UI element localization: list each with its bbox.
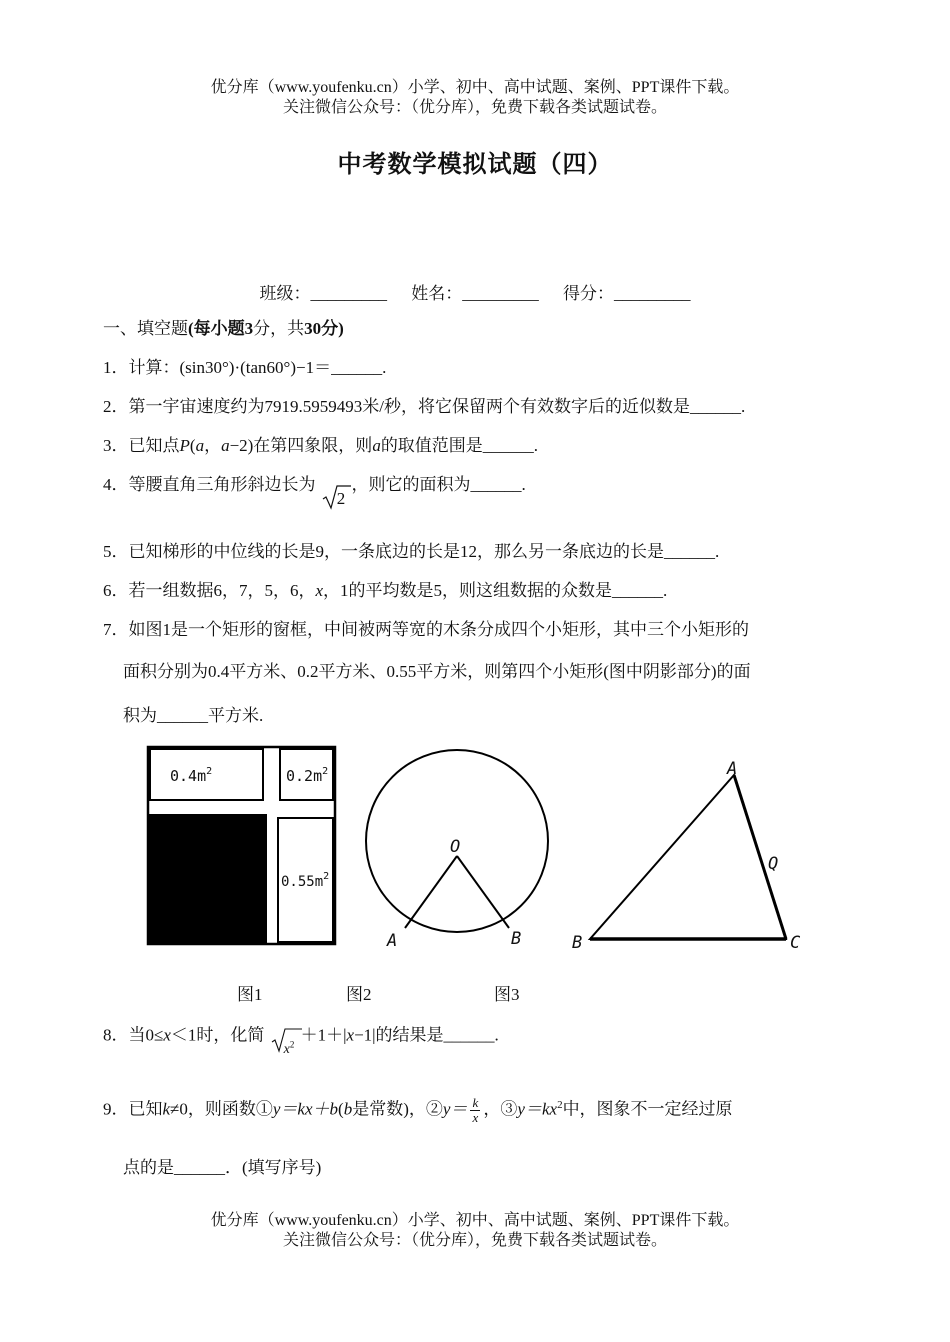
question-4 [103,474,526,508]
sqrt-two [322,488,348,510]
label-a: A [387,931,398,951]
label-0.2: $0.2m^2$ [286,766,329,785]
q3-text-a: 3．已知点 [103,436,180,455]
figure-1-window-frame [148,747,335,944]
q9-text-e: ，③ [483,1099,518,1119]
q8-text-d: −1|的结果是______. [354,1025,499,1045]
label-a: A [727,759,738,779]
q4-text-a: 4．等腰直角三角形斜边长为 [103,475,316,494]
question-9-line-2: 点的是______．(填写序号) [123,1158,322,1177]
q9-var-k: k [162,1099,171,1119]
section-heading [103,318,344,340]
figures-area [0,735,950,965]
q9-text-a: 9．已知 [103,1099,163,1119]
q9-text-d: 是常数)，② [352,1099,443,1119]
fraction-numerator: k [472,1095,479,1111]
q8-text-c: ＋1＋| [300,1025,347,1045]
q9-exponent: 2 [557,1099,563,1111]
sqrt-x-squared [271,1033,295,1061]
q9-text-f: 中，图象不一定经过原 [562,1099,733,1119]
q3-var-p: P [179,436,190,455]
radical-sign-icon [322,484,352,510]
q9-function-2: y＝ [442,1099,468,1119]
q9-var-b: b [343,1099,353,1119]
q6-text-a: 6．若一组数据6，7，5，6， [103,581,316,600]
q8-text-a: 8．当0≤ [103,1025,164,1045]
q3-text-d: −2)在第四象限，则 [229,436,373,455]
label-b: B [572,933,583,953]
section-heading-b: 3 [244,319,254,338]
label-o: O [450,837,461,857]
q8-var-x2: x [346,1025,355,1045]
footer-line-1: 优分库（www.youfenku.cn）小学、初中、高中试题、案例、PPT课件下载。 [210,1212,740,1229]
label-0.55: $0.55m^2$ [281,871,330,890]
question-6 [103,580,667,602]
q3-text-c: ， [204,436,222,455]
question-2: 2．第一宇宙速度约为7919.5959493米/秒，将它保留两个有效数字后的近似数是______. [103,397,746,416]
q6-var-x: x [315,581,324,600]
q3-var-a2: a [221,436,230,455]
q8-radicand: x [283,1041,290,1057]
question-7-line-2: 面积分别为0.4平方米、0.2平方米、0.55平方米，则第四个小矩形(图中阴影部分)的面 [123,662,751,681]
caption-figure-3: 图3 [494,985,520,1004]
student-info-row [0,279,950,304]
label-q: Q [768,854,779,874]
q3-text-b: ( [189,436,196,455]
fraction-k-over-x [470,1096,480,1125]
q3-var-a3: a [372,436,381,455]
label-c: C [790,933,801,953]
q9-function-3: y＝kx [517,1099,558,1119]
question-8 [103,1021,499,1057]
q4-text-b: ，则它的面积为______. [351,475,526,494]
question-1: 1．计算：(sin30°)·(tan60°)−1＝______. [103,358,387,377]
label-0.4: $0.4m^2$ [170,766,213,785]
question-9-line-1 [103,1094,733,1125]
radical-sign-icon [271,1027,303,1053]
figure-2-circle [366,750,548,951]
section-heading-e: 分) [321,319,344,338]
label-b: B [511,929,522,949]
q9-text-c: ( [338,1099,344,1119]
section-heading-a: (每小题 [188,319,245,338]
shaded-rectangle [150,815,266,942]
page-title: 中考数学模拟试题（四） [337,150,613,178]
section-heading-c: 分，共 [253,319,305,338]
score-field: 得分：_________ [563,284,691,303]
question-7-line-3: 积为______平方米. [123,706,264,725]
header-line-2: 关注微信公众号：（优分库），免费下载各类试题试卷。 [282,99,667,116]
figure-3-triangle [572,759,801,953]
question-5: 5．已知梯形的中位线的长是9，一条底边的长是12，那么另一条底边的长是______. [103,542,720,561]
q8-radicand-exponent: 2 [289,1039,295,1049]
section-heading-text: 一、填空题 [103,319,188,338]
caption-figure-1: 图1 [237,985,263,1004]
name-field: 姓名：_________ [411,284,539,303]
q8-text-b: ＜1时，化简 [170,1025,265,1045]
caption-figure-2: 图2 [346,985,372,1004]
fraction-denominator: x [472,1110,479,1126]
class-field: 班级：_________ [259,284,387,303]
q9-function-1: y＝kx＋b [272,1099,339,1119]
section-heading-d: 30 [304,319,322,338]
footer-line-2: 关注微信公众号：（优分库），免费下载各类试题试卷。 [282,1232,667,1249]
sqrt-arg: 2 [336,489,346,508]
question-3 [103,435,538,457]
q6-text-b: ，1的平均数是5，则这组数据的众数是______. [323,581,668,600]
q9-text-b: ≠0，则函数① [170,1099,273,1119]
q3-text-e: 的取值范围是______. [380,436,539,455]
q3-var-a1: a [195,436,205,455]
header-line-1: 优分库（www.youfenku.cn）小学、初中、高中试题、案例、PPT课件下载。 [210,79,740,96]
q8-var-x: x [163,1025,171,1045]
question-7-line-1: 7．如图1是一个矩形的窗框，中间被两等宽的木条分成四个小矩形，其中三个小矩形的 [103,620,749,639]
